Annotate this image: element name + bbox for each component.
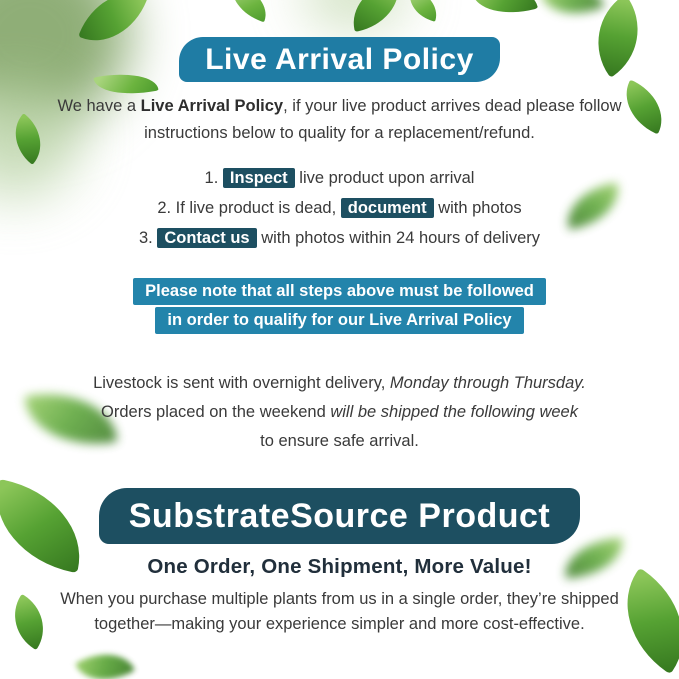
policy-note [133, 275, 546, 337]
intro-pre: We have a [57, 97, 141, 115]
policy-step-1 [139, 163, 540, 193]
value-line1: When you purchase multiple plants from us in a single order, they’re shipped [60, 589, 619, 608]
live-arrival-policy-title: Live Arrival Policy [205, 43, 474, 76]
step-1-highlight: Inspect [223, 168, 295, 188]
step-3-pre: 3. [138, 229, 158, 247]
step-3-highlight: Contact us [157, 228, 256, 248]
step-3-post: with photos within 24 hours of delivery [256, 229, 541, 247]
policy-intro-text [57, 93, 621, 147]
value-description-text [60, 587, 619, 637]
step-1-post: live product upon arrival [294, 169, 475, 187]
shipping-line2: Orders placed on the weekend [101, 402, 331, 421]
step-2-pre: 2. If live product is dead, [157, 199, 341, 217]
substratesource-product-banner [99, 488, 580, 544]
substratesource-product-title: SubstrateSource Product [128, 496, 551, 535]
policy-steps-list [139, 163, 540, 253]
intro-bold-phrase: Live Arrival Policy [140, 97, 284, 115]
step-2-post: with photos [433, 199, 522, 217]
shipping-line1-italic: Monday through Thursday. [389, 373, 586, 392]
value-line2: together—making your experience simpler and more cost-effective. [94, 614, 585, 633]
note-line-2-text: in order to qualify for our Live Arrival Policy [155, 307, 523, 334]
step-2-highlight: document [341, 198, 434, 218]
note-line-2 [133, 307, 546, 334]
shipping-line1: Livestock is sent with overnight delivery, [93, 373, 390, 392]
live-arrival-policy-banner [179, 37, 500, 82]
policy-step-2 [139, 193, 540, 223]
intro-post: , if your live product arrives dead please follow [283, 97, 622, 115]
note-line-1-text: Please note that all steps above must be followed [133, 278, 546, 305]
intro-line2: instructions below to quality for a replacement/refund. [144, 124, 535, 142]
policy-step-3 [139, 223, 540, 253]
shipping-schedule-text [93, 369, 586, 456]
shipping-line2-italic: will be shipped the following week [330, 402, 578, 421]
note-line-1 [133, 278, 546, 305]
shipping-line3: to ensure safe arrival. [260, 431, 419, 450]
value-heading: One Order, One Shipment, More Value! [147, 554, 532, 578]
step-1-pre: 1. [204, 169, 223, 187]
